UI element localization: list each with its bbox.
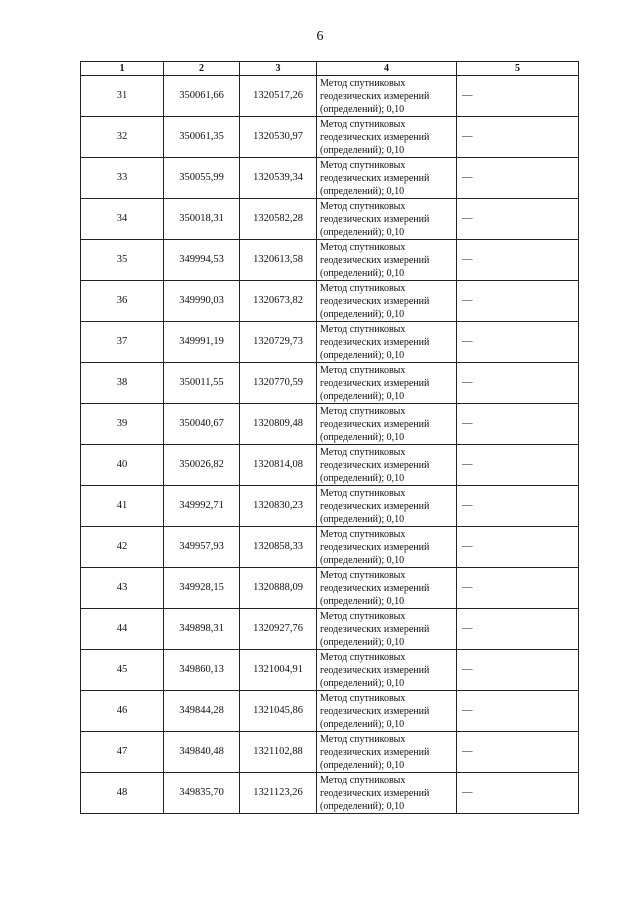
method-text-line: Метод спутниковых xyxy=(320,282,406,294)
y-coordinate-cell: 1321045,86 xyxy=(240,691,317,732)
method-text-line: геодезических измерений xyxy=(320,418,430,430)
method-text-line: (определений); 0,10 xyxy=(320,759,405,771)
description-cell: — xyxy=(457,404,579,445)
column-header-5: 5 xyxy=(457,62,579,76)
table-row xyxy=(81,199,579,240)
y-coordinate-cell: 1320770,59 xyxy=(240,363,317,404)
method-text-line: геодезических измерений xyxy=(320,459,430,471)
x-coordinate-cell: 350011,55 xyxy=(164,363,240,404)
method-text-line: (определений); 0,10 xyxy=(320,103,405,115)
method-text-line: (определений); 0,10 xyxy=(320,267,405,279)
method-text-line: геодезических измерений xyxy=(320,623,430,635)
method-text-line: геодезических измерений xyxy=(320,377,430,389)
method-text-line: Метод спутниковых xyxy=(320,159,406,171)
method-accuracy-cell xyxy=(317,76,457,117)
method-accuracy-cell xyxy=(317,773,457,814)
method-text-line: геодезических измерений xyxy=(320,664,430,676)
method-text-line: геодезических измерений xyxy=(320,787,430,799)
table-row xyxy=(81,322,579,363)
y-coordinate-cell: 1320888,09 xyxy=(240,568,317,609)
table-row xyxy=(81,691,579,732)
method-text-line: Метод спутниковых xyxy=(320,323,406,335)
x-coordinate-cell: 350026,82 xyxy=(164,445,240,486)
point-number-cell: 43 xyxy=(81,568,164,609)
method-text-line: (определений); 0,10 xyxy=(320,431,405,443)
column-header-1: 1 xyxy=(81,62,164,76)
y-coordinate-cell: 1320539,34 xyxy=(240,158,317,199)
method-text-line: Метод спутниковых xyxy=(320,364,406,376)
x-coordinate-cell: 350018,31 xyxy=(164,199,240,240)
table-row xyxy=(81,404,579,445)
page-number: 6 xyxy=(316,29,324,44)
method-text-line: Метод спутниковых xyxy=(320,405,406,417)
method-text-line: Метод спутниковых xyxy=(320,610,406,622)
point-number-cell: 36 xyxy=(81,281,164,322)
method-accuracy-cell xyxy=(317,117,457,158)
y-coordinate-cell: 1321102,88 xyxy=(240,732,317,773)
point-number-cell: 45 xyxy=(81,650,164,691)
method-accuracy-cell xyxy=(317,609,457,650)
description-cell: — xyxy=(457,281,579,322)
method-text-line: (определений); 0,10 xyxy=(320,390,405,402)
method-text-line: геодезических измерений xyxy=(320,705,430,717)
x-coordinate-cell: 350061,35 xyxy=(164,117,240,158)
method-accuracy-cell xyxy=(317,322,457,363)
method-text-line: Метод спутниковых xyxy=(320,487,406,499)
method-text-line: геодезических измерений xyxy=(320,582,430,594)
method-text-line: (определений); 0,10 xyxy=(320,144,405,156)
method-text-line: (определений); 0,10 xyxy=(320,349,405,361)
y-coordinate-cell: 1320673,82 xyxy=(240,281,317,322)
x-coordinate-cell: 349992,71 xyxy=(164,486,240,527)
description-cell: — xyxy=(457,650,579,691)
description-cell: — xyxy=(457,445,579,486)
method-text-line: Метод спутниковых xyxy=(320,200,406,212)
method-accuracy-cell xyxy=(317,486,457,527)
table-row xyxy=(81,117,579,158)
description-cell: — xyxy=(457,568,579,609)
table-row xyxy=(81,527,579,568)
method-accuracy-cell xyxy=(317,568,457,609)
method-text-line: Метод спутниковых xyxy=(320,774,406,786)
method-text-line: (определений); 0,10 xyxy=(320,800,405,812)
description-cell: — xyxy=(457,609,579,650)
method-text-line: геодезических измерений xyxy=(320,500,430,512)
y-coordinate-cell: 1320530,97 xyxy=(240,117,317,158)
y-coordinate-cell: 1320582,28 xyxy=(240,199,317,240)
table-row xyxy=(81,158,579,199)
y-coordinate-cell: 1320858,33 xyxy=(240,527,317,568)
table-row xyxy=(81,773,579,814)
method-text-line: Метод спутниковых xyxy=(320,651,406,663)
point-number-cell: 46 xyxy=(81,691,164,732)
method-text-line: геодезических измерений xyxy=(320,336,430,348)
method-text-line: Метод спутниковых xyxy=(320,528,406,540)
method-text-line: Метод спутниковых xyxy=(320,692,406,704)
description-cell: — xyxy=(457,691,579,732)
description-cell: — xyxy=(457,527,579,568)
y-coordinate-cell: 1320830,23 xyxy=(240,486,317,527)
x-coordinate-cell: 350040,67 xyxy=(164,404,240,445)
table-row xyxy=(81,76,579,117)
table-row xyxy=(81,240,579,281)
x-coordinate-cell: 350061,66 xyxy=(164,76,240,117)
method-accuracy-cell xyxy=(317,240,457,281)
method-accuracy-cell xyxy=(317,527,457,568)
point-number-cell: 34 xyxy=(81,199,164,240)
method-text-line: геодезических измерений xyxy=(320,213,430,225)
point-number-cell: 44 xyxy=(81,609,164,650)
description-cell: — xyxy=(457,773,579,814)
method-text-line: Метод спутниковых xyxy=(320,569,406,581)
method-text-line: геодезических измерений xyxy=(320,295,430,307)
method-text-line: Метод спутниковых xyxy=(320,77,406,89)
x-coordinate-cell: 349994,53 xyxy=(164,240,240,281)
method-text-line: Метод спутниковых xyxy=(320,446,406,458)
point-number-cell: 35 xyxy=(81,240,164,281)
description-cell: — xyxy=(457,76,579,117)
y-coordinate-cell: 1320729,73 xyxy=(240,322,317,363)
method-text-line: (определений); 0,10 xyxy=(320,636,405,648)
y-coordinate-cell: 1320814,08 xyxy=(240,445,317,486)
y-coordinate-cell: 1320927,76 xyxy=(240,609,317,650)
method-text-line: (определений); 0,10 xyxy=(320,513,405,525)
point-number-cell: 32 xyxy=(81,117,164,158)
table-row xyxy=(81,732,579,773)
point-number-cell: 38 xyxy=(81,363,164,404)
method-accuracy-cell xyxy=(317,445,457,486)
x-coordinate-cell: 349860,13 xyxy=(164,650,240,691)
method-accuracy-cell xyxy=(317,363,457,404)
description-cell: — xyxy=(457,240,579,281)
y-coordinate-cell: 1320517,26 xyxy=(240,76,317,117)
method-text-line: (определений); 0,10 xyxy=(320,677,405,689)
column-header-4: 4 xyxy=(317,62,457,76)
point-number-cell: 40 xyxy=(81,445,164,486)
table-row xyxy=(81,281,579,322)
point-number-cell: 31 xyxy=(81,76,164,117)
method-text-line: Метод спутниковых xyxy=(320,118,406,130)
description-cell: — xyxy=(457,732,579,773)
point-number-cell: 42 xyxy=(81,527,164,568)
method-accuracy-cell xyxy=(317,691,457,732)
method-accuracy-cell xyxy=(317,158,457,199)
x-coordinate-cell: 349840,48 xyxy=(164,732,240,773)
method-text-line: (определений); 0,10 xyxy=(320,185,405,197)
y-coordinate-cell: 1321123,26 xyxy=(240,773,317,814)
method-text-line: (определений); 0,10 xyxy=(320,472,405,484)
method-text-line: геодезических измерений xyxy=(320,254,430,266)
x-coordinate-cell: 350055,99 xyxy=(164,158,240,199)
table-row xyxy=(81,363,579,404)
method-text-line: геодезических измерений xyxy=(320,746,430,758)
y-coordinate-cell: 1320809,48 xyxy=(240,404,317,445)
point-number-cell: 48 xyxy=(81,773,164,814)
x-coordinate-cell: 349844,28 xyxy=(164,691,240,732)
description-cell: — xyxy=(457,158,579,199)
method-text-line: (определений); 0,10 xyxy=(320,308,405,320)
y-coordinate-cell: 1320613,58 xyxy=(240,240,317,281)
column-header-3: 3 xyxy=(240,62,317,76)
method-text-line: геодезических измерений xyxy=(320,541,430,553)
method-text-line: (определений); 0,10 xyxy=(320,554,405,566)
table-row xyxy=(81,568,579,609)
coordinates-table xyxy=(80,61,579,814)
x-coordinate-cell: 349990,03 xyxy=(164,281,240,322)
y-coordinate-cell: 1321004,91 xyxy=(240,650,317,691)
point-number-cell: 47 xyxy=(81,732,164,773)
method-accuracy-cell xyxy=(317,199,457,240)
method-accuracy-cell xyxy=(317,404,457,445)
method-accuracy-cell xyxy=(317,650,457,691)
method-text-line: (определений); 0,10 xyxy=(320,718,405,730)
method-text-line: (определений); 0,10 xyxy=(320,226,405,238)
description-cell: — xyxy=(457,199,579,240)
table-row xyxy=(81,609,579,650)
column-header-2: 2 xyxy=(164,62,240,76)
description-cell: — xyxy=(457,322,579,363)
point-number-cell: 39 xyxy=(81,404,164,445)
description-cell: — xyxy=(457,486,579,527)
x-coordinate-cell: 349835,70 xyxy=(164,773,240,814)
point-number-cell: 33 xyxy=(81,158,164,199)
description-cell: — xyxy=(457,363,579,404)
method-accuracy-cell xyxy=(317,281,457,322)
x-coordinate-cell: 349898,31 xyxy=(164,609,240,650)
x-coordinate-cell: 349928,15 xyxy=(164,568,240,609)
method-accuracy-cell xyxy=(317,732,457,773)
method-text-line: (определений); 0,10 xyxy=(320,595,405,607)
method-text-line: Метод спутниковых xyxy=(320,241,406,253)
method-text-line: геодезических измерений xyxy=(320,131,430,143)
table-header-row xyxy=(81,62,579,76)
table-row xyxy=(81,445,579,486)
table-row xyxy=(81,486,579,527)
method-text-line: Метод спутниковых xyxy=(320,733,406,745)
method-text-line: геодезических измерений xyxy=(320,90,430,102)
description-cell: — xyxy=(457,117,579,158)
point-number-cell: 41 xyxy=(81,486,164,527)
method-text-line: геодезических измерений xyxy=(320,172,430,184)
point-number-cell: 37 xyxy=(81,322,164,363)
table-row xyxy=(81,650,579,691)
x-coordinate-cell: 349991,19 xyxy=(164,322,240,363)
x-coordinate-cell: 349957,93 xyxy=(164,527,240,568)
